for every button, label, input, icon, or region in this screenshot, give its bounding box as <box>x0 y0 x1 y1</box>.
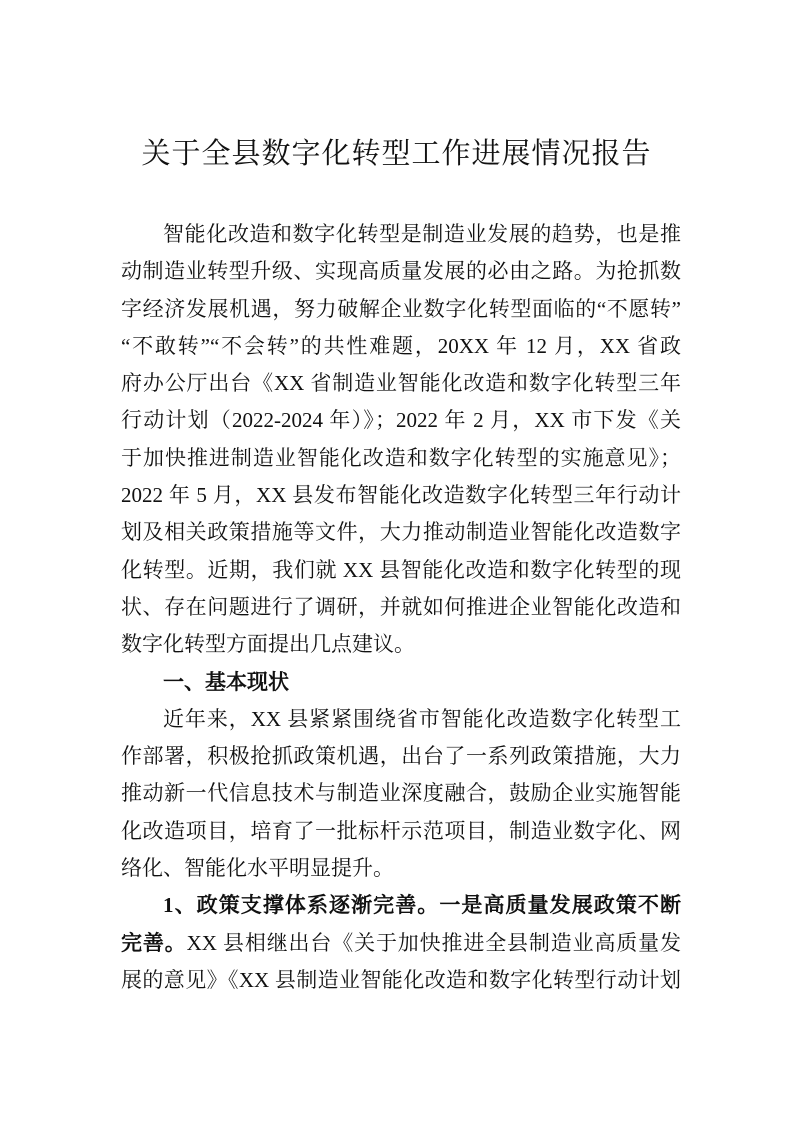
text-line <box>121 402 681 439</box>
body-text: 行动计划（2022-2024 年）》；2022 年 2 月，XX 市下发《关 <box>121 408 681 433</box>
text-line <box>121 775 681 812</box>
body-text: “不敢转”“不会转”的共性难题，20XX 年 12 月，XX 省政 <box>121 333 681 358</box>
body-text: 智能化改造和数字化转型是制造业发展的趋势，也是推 <box>163 222 681 246</box>
text-line <box>121 365 681 402</box>
body-text: 2022 年 5 月，XX 县发布智能化改造数字化转型三年行动计 <box>121 483 681 508</box>
text-line <box>121 850 681 887</box>
body-text: 状、存在问题进行了调研，并就如何推进企业智能化改造和 <box>121 594 681 619</box>
text-line <box>121 216 681 253</box>
body-text: 展的意见》《XX 县制造业智能化改造和数字化转型行动计划 <box>121 967 681 992</box>
text-line <box>121 701 681 738</box>
text-line <box>121 253 681 290</box>
body-text: 府办公厅出台《XX 省制造业智能化改造和数字化转型三年 <box>121 371 681 396</box>
bold-text: 一、基本现状 <box>163 669 289 694</box>
body-text: 化转型。近期，我们就 XX 县智能化改造和数字化转型的现 <box>121 557 681 582</box>
body-text: 数字化转型方面提出几点建议。 <box>121 632 415 657</box>
body-text: 于加快推进制造业智能化改造和数字化转型的实施意见》； <box>121 445 681 470</box>
text-line <box>121 626 681 663</box>
body-text: 近年来，XX 县紧紧围绕省市智能化改造数字化转型工 <box>163 706 681 731</box>
bold-text: 完善。 <box>121 930 187 955</box>
text-line <box>121 328 681 365</box>
text-line <box>121 925 681 962</box>
text-line <box>121 477 681 514</box>
bold-text: 1、政策支撑体系逐渐完善。一是高质量发展政策不断 <box>163 893 681 918</box>
body-text: 动制造业转型升级、实现高质量发展的必由之路。为抢抓数 <box>121 259 681 284</box>
text-line <box>121 552 681 589</box>
body-text: 推动新一代信息技术与制造业深度融合，鼓励企业实施智能 <box>121 781 681 806</box>
text-line <box>121 589 681 626</box>
body-text: 划及相关政策措施等文件，大力推动制造业智能化改造数字 <box>121 520 681 545</box>
body-text: 络化、智能化水平明显提升。 <box>121 856 394 881</box>
text-line <box>121 887 681 924</box>
text-line <box>121 440 681 477</box>
text-line <box>121 738 681 775</box>
text-line <box>121 291 681 328</box>
body-text: XX 县相继出台《关于加快推进全县制造业高质量发 <box>186 930 681 955</box>
body-text: 字经济发展机遇，努力破解企业数字化转型面临的“不愿转” <box>121 296 681 321</box>
body-text: 化改造项目，培育了一批标杆示范项目，制造业数字化、网 <box>121 818 681 843</box>
text-line <box>121 962 681 999</box>
document-title: 关于全县数字化转型工作进展情况报告 <box>141 138 652 170</box>
text-line <box>121 514 681 551</box>
text-line <box>121 813 681 850</box>
body-text: 作部署，积极抢抓政策机遇，出台了一系列政策措施，大力 <box>121 744 681 769</box>
text-line <box>121 664 681 701</box>
document-body <box>121 216 681 999</box>
